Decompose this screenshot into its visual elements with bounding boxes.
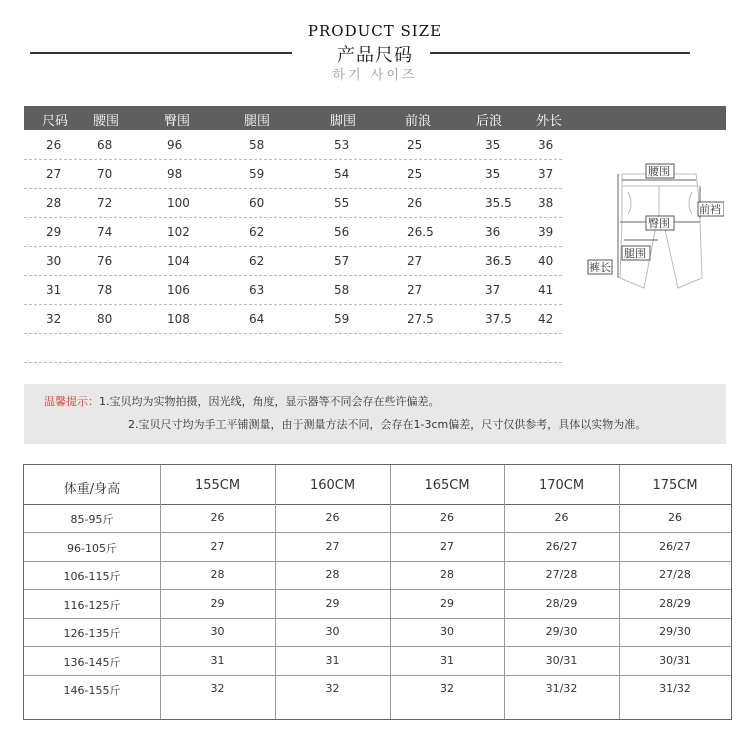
recommended-size-cell: 31/32 xyxy=(545,682,578,695)
diagram-label-hip: 臀围 xyxy=(648,217,670,230)
diagram-label-front-rise: 前裆 xyxy=(699,203,721,216)
size-table-row xyxy=(24,130,562,160)
weight-table-corner: 体重/身高 xyxy=(63,482,121,497)
recommended-size-cell: 28 xyxy=(325,568,340,581)
size-header-cell: 脚围 xyxy=(330,114,357,129)
recommended-size-cell: 27/28 xyxy=(545,568,578,581)
weight-range-cell: 146-155斤 xyxy=(63,684,121,697)
size-table-cell: 31 xyxy=(46,283,62,297)
size-header-cell: 腰围 xyxy=(93,114,120,129)
diagram-label-outer-length: 裤长 xyxy=(589,261,611,274)
notice-text-2: 2.宝贝尺寸均为手工平铺测量，由于测量方法不同，会存在1-3cm偏差，尺寸仅供参考，具体以实物为准。 xyxy=(128,418,647,431)
size-table-cell: 106 xyxy=(167,283,190,297)
size-table-cell: 108 xyxy=(167,312,190,326)
size-table-cell: 36 xyxy=(485,225,501,239)
recommended-size-cell: 29 xyxy=(325,596,340,610)
size-table-cell: 78 xyxy=(97,283,113,297)
size-table-cell: 25 xyxy=(407,138,423,152)
size-table-cell: 96 xyxy=(167,138,183,152)
recommended-size-cell: 31/32 xyxy=(659,682,691,695)
weight-height-table xyxy=(23,464,732,720)
recommended-size-cell: 27/28 xyxy=(659,568,691,581)
weight-table-row xyxy=(24,618,731,647)
size-table-cell: 68 xyxy=(97,138,113,152)
notice-line-1 xyxy=(44,393,440,409)
size-table-row xyxy=(24,217,562,247)
recommended-size-cell: 32 xyxy=(210,682,225,695)
size-table-cell: 60 xyxy=(249,196,265,210)
size-table-cell: 35 xyxy=(485,167,501,181)
size-table-cell: 27.5 xyxy=(407,312,434,326)
size-table-cell: 37.5 xyxy=(485,312,512,326)
size-table-cell: 30 xyxy=(46,254,62,268)
size-header-cell: 尺码 xyxy=(42,114,69,129)
size-table-cell: 102 xyxy=(167,225,190,239)
size-table-cell: 56 xyxy=(334,225,350,239)
size-header-cell: 腿围 xyxy=(244,114,271,129)
size-header-cell: 后浪 xyxy=(476,114,503,129)
recommended-size-cell: 27 xyxy=(325,539,340,553)
size-table-header xyxy=(24,106,726,130)
size-table-cell: 26 xyxy=(407,196,423,210)
weight-table-row xyxy=(24,533,731,562)
height-header-cell: 170CM xyxy=(538,478,585,493)
size-table-cell: 41 xyxy=(538,283,554,297)
size-table-cell: 37 xyxy=(538,167,554,181)
recommended-size-cell: 30 xyxy=(210,625,225,638)
weight-range-cell: 116-125斤 xyxy=(63,598,121,612)
size-table-cell: 62 xyxy=(249,254,265,268)
size-table-row xyxy=(24,188,562,218)
notice-box xyxy=(24,384,726,444)
size-table-cell: 29 xyxy=(46,225,62,239)
size-table-cell: 98 xyxy=(167,167,183,181)
size-table-cell: 55 xyxy=(334,196,350,210)
notice-prefix: 温馨提示： xyxy=(44,395,99,408)
size-table-row xyxy=(24,275,562,305)
diagram-label-thigh: 腿围 xyxy=(624,247,646,260)
size-table-cell: 42 xyxy=(538,312,554,326)
size-table-cell: 72 xyxy=(97,196,113,210)
size-table-cell: 76 xyxy=(97,254,113,268)
size-table-row xyxy=(24,246,562,276)
size-table-cell: 62 xyxy=(249,225,265,239)
size-table-cell: 28 xyxy=(46,196,62,210)
size-header-cell: 前浪 xyxy=(405,114,432,129)
weight-table-row xyxy=(24,504,731,533)
recommended-size-cell: 29/30 xyxy=(545,625,578,638)
header-title-en: PRODUCT SIZE xyxy=(307,22,443,40)
size-table-empty-row xyxy=(24,333,562,363)
recommended-size-cell: 30 xyxy=(440,625,454,638)
size-table-cell: 100 xyxy=(167,196,190,210)
recommended-size-cell: 29 xyxy=(210,596,225,610)
size-table-cell: 27 xyxy=(407,283,423,297)
weight-range-cell: 126-135斤 xyxy=(63,627,121,640)
recommended-size-cell: 27 xyxy=(440,539,454,553)
weight-table-row xyxy=(24,590,731,619)
recommended-size-cell: 26 xyxy=(554,511,569,524)
size-table-cell: 70 xyxy=(97,167,113,181)
recommended-size-cell: 31 xyxy=(210,653,225,667)
recommended-size-cell: 30 xyxy=(325,625,340,638)
weight-range-cell: 96-105斤 xyxy=(67,541,117,555)
size-table-cell: 74 xyxy=(97,225,113,239)
size-table-cell: 80 xyxy=(97,312,113,326)
size-table-cell: 53 xyxy=(334,138,350,152)
recommended-size-cell: 27 xyxy=(210,539,225,553)
size-table-cell: 36 xyxy=(538,138,554,152)
recommended-size-cell: 29 xyxy=(440,596,454,610)
size-table-cell: 57 xyxy=(334,254,350,268)
size-table-cell: 59 xyxy=(334,312,350,326)
recommended-size-cell: 26 xyxy=(668,511,682,524)
size-table-cell: 39 xyxy=(538,225,554,239)
weight-table-row xyxy=(24,675,731,703)
size-header-cell: 臀围 xyxy=(164,114,191,129)
header-title-kr: 하기 사이즈 xyxy=(332,68,418,83)
size-table-cell: 40 xyxy=(538,254,554,268)
weight-range-cell: 85-95斤 xyxy=(70,513,114,526)
size-table-cell: 59 xyxy=(249,167,265,181)
size-table-cell: 63 xyxy=(249,283,265,297)
recommended-size-cell: 26/27 xyxy=(659,539,691,553)
size-table-cell: 27 xyxy=(46,167,62,181)
size-table-cell: 25 xyxy=(407,167,423,181)
size-header-cell: 外长 xyxy=(536,114,563,129)
recommended-size-cell: 32 xyxy=(440,682,454,695)
weight-table-row xyxy=(24,561,731,590)
size-table-cell: 58 xyxy=(249,138,265,152)
size-table-cell: 27 xyxy=(407,254,423,268)
recommended-size-cell: 28/29 xyxy=(545,596,578,610)
weight-range-cell: 106-115斤 xyxy=(63,570,121,583)
recommended-size-cell: 31 xyxy=(440,653,454,667)
recommended-size-cell: 30/31 xyxy=(659,653,691,667)
size-table-cell: 26.5 xyxy=(407,225,434,239)
height-header-cell: 175CM xyxy=(652,478,698,493)
recommended-size-cell: 28/29 xyxy=(659,596,691,610)
notice-text-1: 1.宝贝均为实物拍摄，因光线，角度，显示器等不同会存在些许偏差。 xyxy=(99,395,440,408)
size-table-cell: 38 xyxy=(538,196,554,210)
pants-diagram xyxy=(584,160,724,360)
recommended-size-cell: 30/31 xyxy=(545,653,578,667)
recommended-size-cell: 29/30 xyxy=(659,625,691,638)
diagram-label-waist: 腰围 xyxy=(648,165,670,178)
recommended-size-cell: 26 xyxy=(210,511,225,524)
size-table-cell: 32 xyxy=(46,312,62,326)
recommended-size-cell: 28 xyxy=(210,568,225,581)
weight-table-row xyxy=(24,647,731,676)
weight-table-header xyxy=(24,465,731,505)
height-header-cell: 155CM xyxy=(194,478,241,493)
size-table-row xyxy=(24,304,562,334)
recommended-size-cell: 28 xyxy=(440,568,454,581)
recommended-size-cell: 26 xyxy=(440,511,454,524)
size-table-cell: 35.5 xyxy=(485,196,512,210)
size-table-cell: 26 xyxy=(46,138,62,152)
size-table-cell: 35 xyxy=(485,138,501,152)
weight-range-cell: 136-145斤 xyxy=(63,655,121,669)
size-table-cell: 104 xyxy=(167,254,190,268)
recommended-size-cell: 32 xyxy=(325,682,340,695)
size-table-row xyxy=(24,159,562,189)
recommended-size-cell: 26 xyxy=(325,511,340,524)
recommended-size-cell: 31 xyxy=(325,653,340,667)
recommended-size-cell: 26/27 xyxy=(545,539,578,553)
size-table-cell: 64 xyxy=(249,312,265,326)
header-title-cn: 产品尺码 xyxy=(337,45,413,66)
size-table-cell: 54 xyxy=(334,167,350,181)
height-header-cell: 160CM xyxy=(309,478,356,493)
height-header-cell: 165CM xyxy=(424,478,470,493)
size-table-cell: 58 xyxy=(334,283,350,297)
size-table-cell: 37 xyxy=(485,283,501,297)
size-table-cell: 36.5 xyxy=(485,254,512,268)
pants-outline-icon xyxy=(620,174,702,288)
